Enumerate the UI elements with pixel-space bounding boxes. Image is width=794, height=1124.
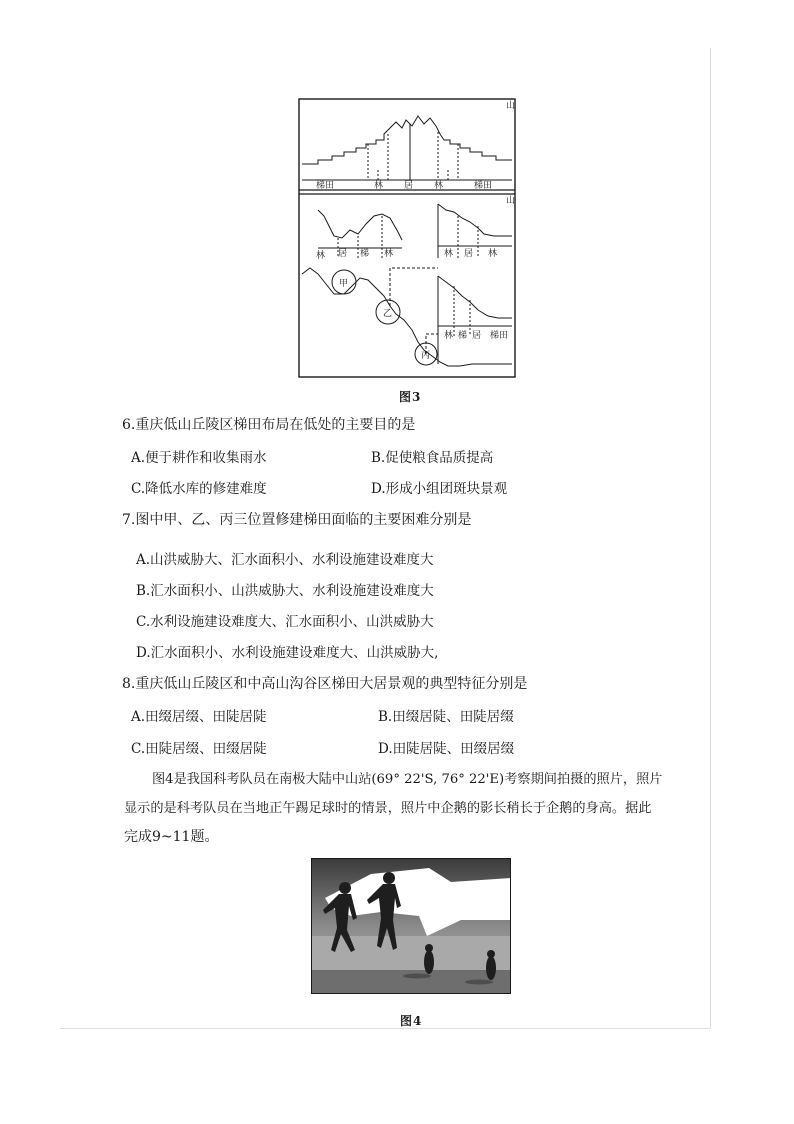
- fig3-mark-yi: 乙: [383, 309, 393, 319]
- fig3-left-label-2: 居: [338, 249, 348, 259]
- fig3-left-label-3: 梯: [360, 249, 370, 259]
- question-7-option-b: B.汇水面积小、山洪威胁大、水利设施建设难度大: [136, 583, 434, 599]
- question-6-option-d: D.形成小组团斑块景观: [371, 481, 508, 497]
- fig3-right-label-1: 林: [444, 249, 454, 259]
- intro-line-2: 显示的是科考队员在当地正午踢足球时的情景，照片中企鹅的影长稍长于企鹅的身高。据此: [124, 801, 652, 816]
- figure-4-photo: [311, 858, 511, 994]
- fig3-lr-label-2: 梯: [458, 331, 468, 341]
- fig3-top-label-3: 居: [404, 181, 414, 191]
- question-8-option-a: A.田缀居缀、田陡居陡: [131, 709, 267, 725]
- fig3-mark-bing: 丙: [421, 351, 431, 361]
- fig3-left-label-4: 林: [384, 249, 394, 259]
- page-edge-bottom: [60, 1028, 710, 1029]
- fig3-top-label-4: 林: [434, 181, 444, 191]
- intro-line-3: 完成9~11题。: [124, 829, 219, 845]
- question-6-option-a: A.便于耕作和收集雨水: [131, 450, 267, 466]
- figure-3-top-label: 山: [506, 101, 516, 111]
- question-6-option-c: C.降低水库的修建难度: [131, 481, 267, 497]
- question-8-option-c: C.田陡居缀、田缀居陡: [131, 741, 267, 757]
- fig3-top-label-5: 梯田: [474, 181, 493, 191]
- fig3-top-label-2: 林: [374, 181, 384, 191]
- question-7-option-c: C.水利设施建设难度大、汇水面积小、山洪威胁大: [136, 614, 434, 630]
- fig3-right-label-2: 居: [464, 249, 474, 259]
- question-6-option-b: B.促使粮食品质提高: [371, 450, 494, 466]
- question-8-stem: 8.重庆低山丘陵区和中高山沟谷区梯田大居景观的典型特征分别是: [122, 676, 528, 692]
- fig3-lr-label-4: 梯田: [490, 331, 509, 341]
- figure-3-diagram: [298, 98, 516, 378]
- question-8-option-d: D.田陡居陡、田缀居缀: [378, 741, 515, 757]
- fig3-left-label-1: 林: [316, 251, 326, 261]
- page-edge-right: [710, 48, 711, 1028]
- intro-line-1: 图4是我国科考队员在南极大陆中山站(69° 22'S, 76° 22'E)考察期间拍摄的照片，照片: [152, 772, 663, 787]
- question-7-stem: 7.图中甲、乙、丙三位置修建梯田面临的主要困难分别是: [122, 512, 472, 528]
- fig3-lr-label-3: 居: [472, 331, 482, 341]
- question-7-option-d: D.汇水面积小、水利设施建设难度大、山洪威胁大,: [136, 645, 439, 661]
- figure-3-caption: 图3: [399, 390, 422, 404]
- figure-3-bottom-label: 山: [506, 196, 516, 206]
- fig3-mark-jia: 甲: [339, 279, 349, 289]
- fig3-top-label-1: 梯田: [316, 181, 335, 191]
- question-7-option-a: A.山洪威胁大、汇水面积小、水利设施建设难度大: [136, 552, 434, 568]
- question-8-option-b: B.田缀居陡、田陡居缀: [378, 709, 514, 725]
- fig3-lr-label-1: 林: [444, 331, 454, 341]
- figure-4-caption: 图4: [400, 1014, 423, 1028]
- question-6-stem: 6.重庆低山丘陵区梯田布局在低处的主要目的是: [122, 417, 416, 433]
- fig3-right-label-3: 林: [488, 249, 498, 259]
